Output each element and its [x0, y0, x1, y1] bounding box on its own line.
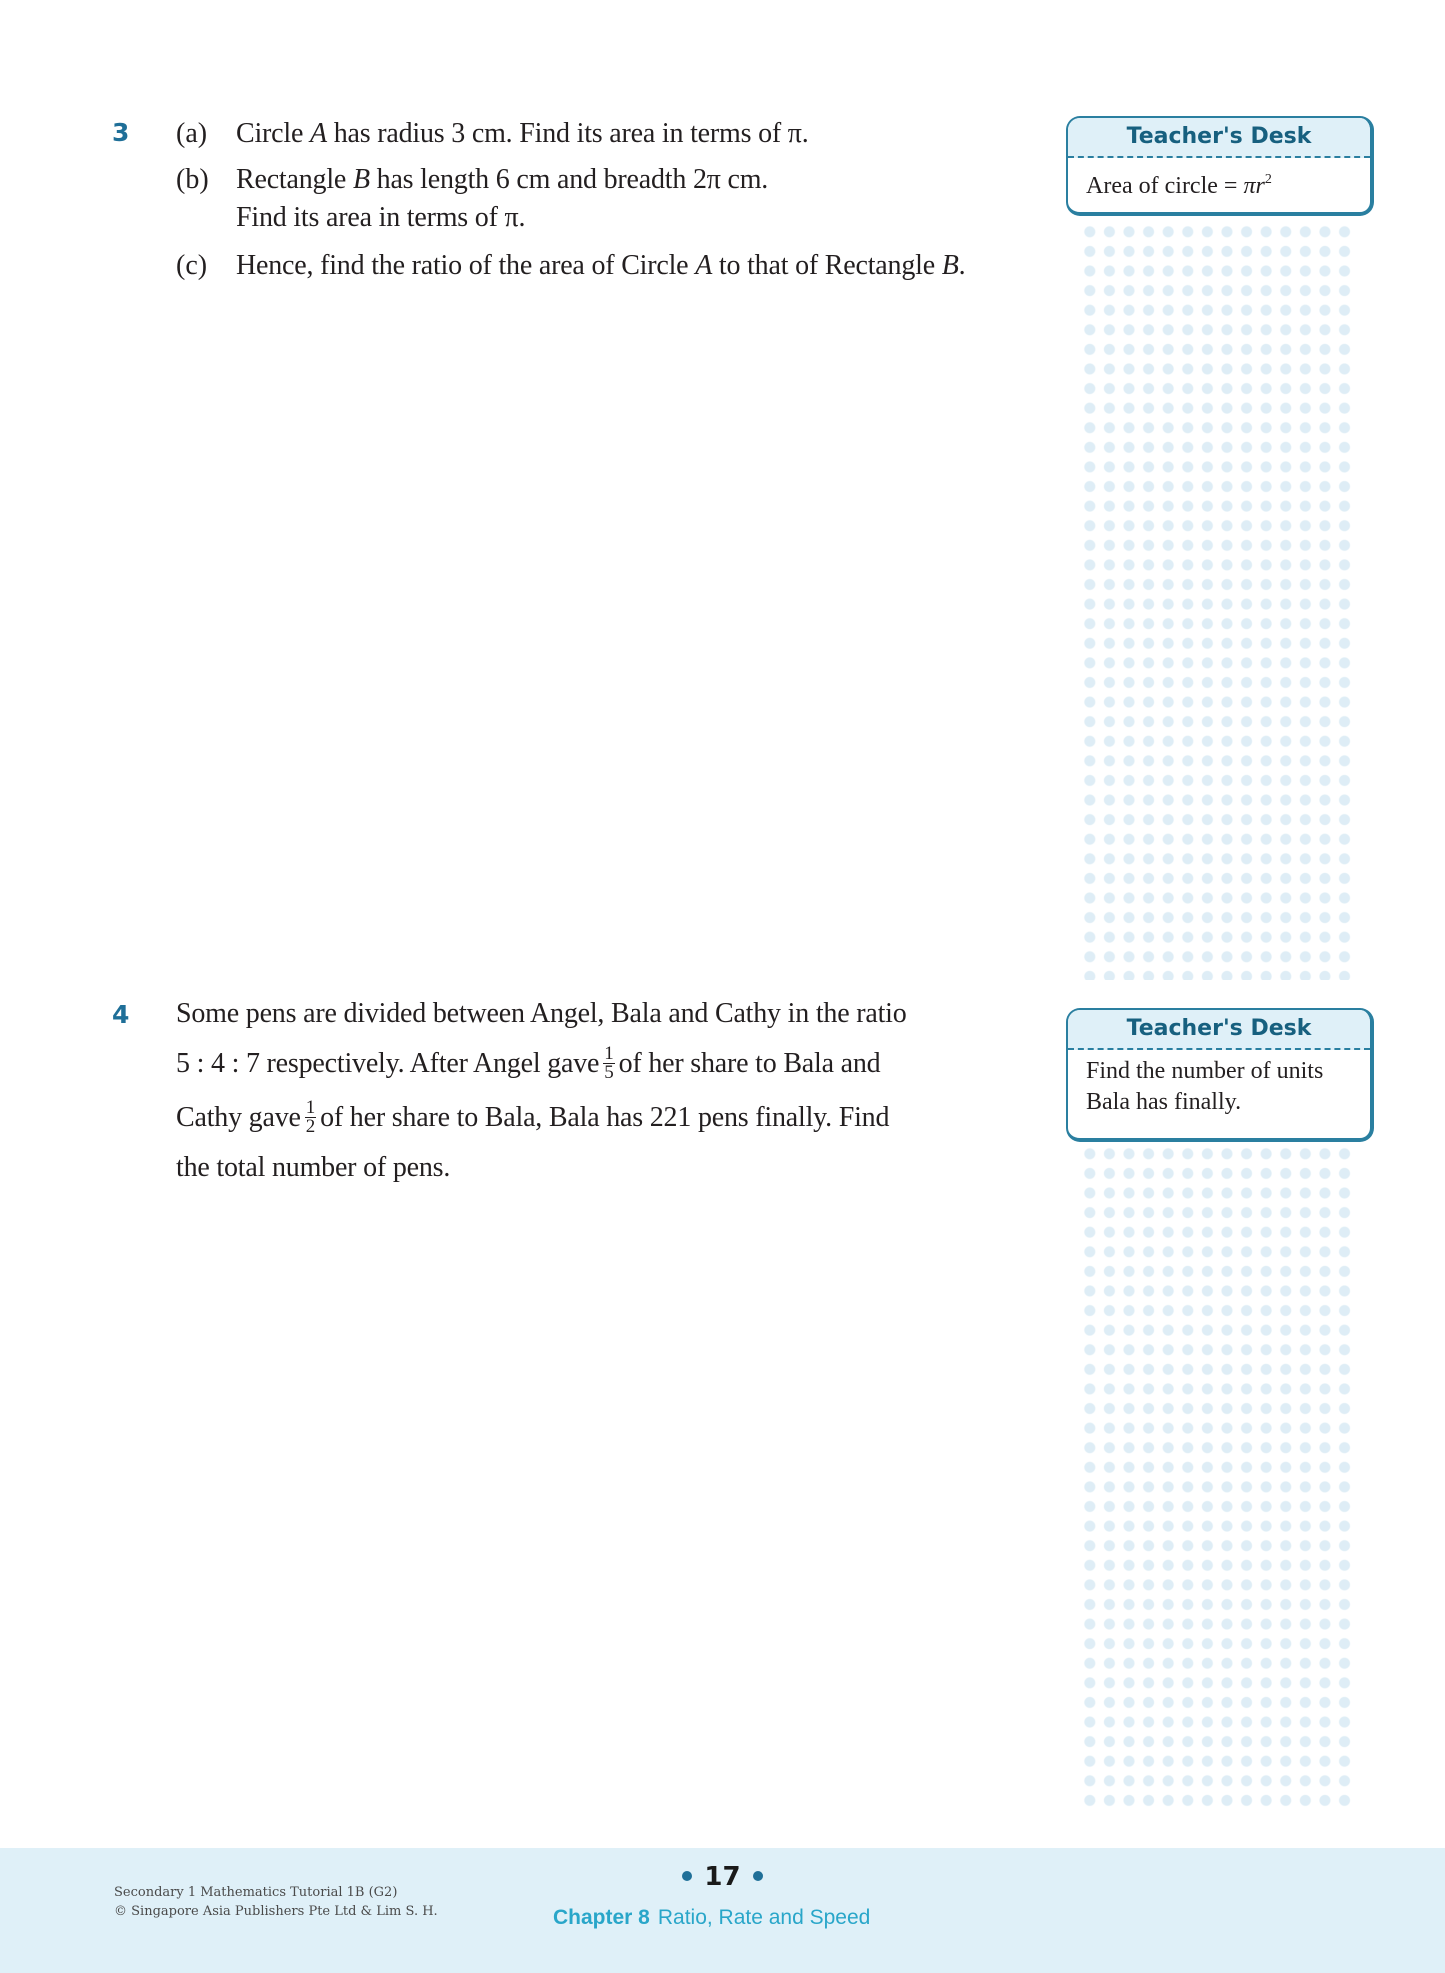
bullet-dot-icon	[682, 1871, 692, 1881]
teachers-desk-q3	[1066, 116, 1374, 216]
teachers-desk-hint: Area of circle = $\pi r^2$	[1086, 172, 1272, 199]
q3-part-c-label: (c)	[176, 250, 208, 281]
chapter-title: Chapter 8 Ratio, Rate and Speed	[553, 1906, 871, 1929]
teachers-desk-title: Teacher's Desk	[1068, 118, 1370, 158]
sidebar-pattern-bottom	[1078, 1142, 1354, 1812]
q3-part-b-text-line2: Find its area in terms of π.	[236, 202, 526, 233]
q4-line-4: the total number of pens.	[176, 1152, 451, 1183]
copyright: © Singapore Asia Publishers Pte Ltd & Lim S. H.	[114, 1904, 438, 1919]
sidebar-pattern-top	[1078, 220, 1354, 980]
book-title: Secondary 1 Mathematics Tutorial 1B (G2)	[114, 1885, 398, 1900]
q4-line-1: Some pens are divided between Angel, Bala and Cathy in the ratio	[176, 998, 907, 1029]
q3-part-a-label: (a)	[176, 118, 208, 149]
q4-line-2: 5 : 4 : 7 respectively. After Angel gave $\frac{1}{5}$ of her share to Bala and	[176, 1043, 881, 1084]
q3-part-b-text: Rectangle B has length 6 cm and breadth 2π cm.	[236, 164, 769, 195]
q3-part-a-text: Circle A has radius 3 cm. Find its area in terms of π.	[236, 118, 809, 149]
teachers-desk-q4	[1066, 1008, 1374, 1142]
q3-part-c-text: Hence, find the ratio of the area of Circle A to that of Rectangle B.	[236, 250, 966, 281]
fraction-one-half: $\frac{1}{2}$	[305, 1097, 316, 1138]
page-footer	[0, 1848, 1445, 1973]
fraction-one-fifth: $\frac{1}{5}$	[604, 1043, 614, 1084]
question-number-4: 4	[112, 1000, 130, 1029]
teachers-desk-title: Teacher's Desk	[1068, 1010, 1370, 1050]
q3-part-b-label: (b)	[176, 164, 209, 195]
bullet-dot-icon	[753, 1871, 763, 1881]
question-number-3: 3	[112, 118, 130, 147]
page-number: 17	[0, 1862, 1445, 1892]
q4-line-3: Cathy gave $\frac{1}{2}$ of her share to Bala, Bala has 221 pens finally. Find	[176, 1097, 890, 1138]
teachers-desk-hint: Find the number of units Bala has finally.	[1086, 1058, 1324, 1115]
